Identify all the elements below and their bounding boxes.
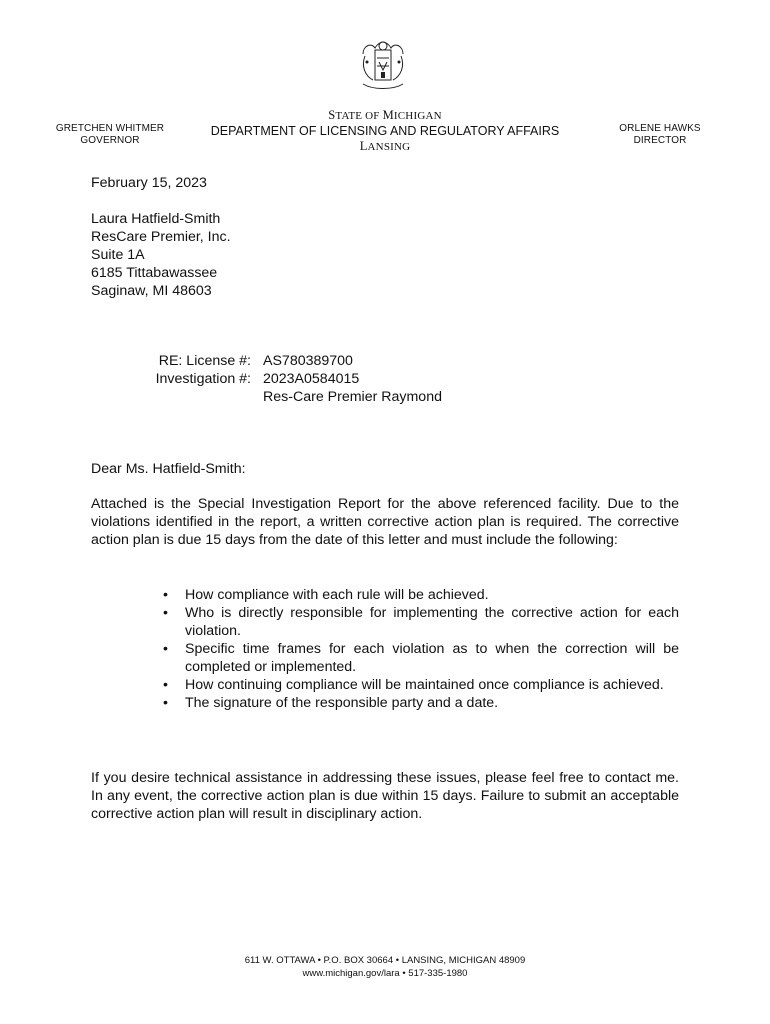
list-item: • Specific time frames for each violation as to when the correction will be completed or implemented.: [163, 640, 679, 676]
investigation-label: Investigation #:: [155, 371, 251, 387]
city-line: LANSING: [359, 139, 411, 153]
recipient-street: 6185 Tittabawassee: [91, 265, 218, 281]
recipient-name: Laura Hatfield-Smith: [91, 211, 221, 227]
director-block: [605, 123, 715, 147]
list-item: • The signature of the responsible party and a date.: [163, 694, 679, 712]
facility-name: Res-Care Premier Raymond: [263, 389, 442, 405]
footer-contact: www.michigan.gov/lara • 517-335-1980: [302, 968, 468, 979]
state-line: STATE OF MICHIGAN: [328, 108, 442, 122]
license-number: AS780389700: [263, 353, 353, 369]
letterhead-center: [190, 108, 580, 154]
body-paragraph-2: If you desire technical assistance in addressing these issues, please feel free to contact me. In any event, the corrective action plan is due within 15 days. Failure to submit an acceptable corrective action plan will result in disciplinary action.: [91, 770, 679, 822]
michigan-state-seal-icon: [355, 36, 411, 94]
investigation-number: 2023A0584015: [263, 371, 360, 387]
letter-footer: [150, 954, 620, 980]
salutation: Dear Ms. Hatfield-Smith:: [91, 461, 246, 477]
recipient-address: [91, 210, 231, 300]
list-item: • How continuing compliance will be maintained once compliance is achieved.: [163, 676, 679, 694]
letter-date: February 15, 2023: [91, 175, 207, 191]
director-title: DIRECTOR: [633, 135, 687, 146]
license-label: RE: License #:: [158, 353, 251, 369]
governor-block: [50, 123, 170, 147]
footer-address: 611 W. OTTAWA • P.O. BOX 30664 • LANSING, MICHIGAN 48909: [244, 955, 526, 966]
reference-labels: [91, 352, 251, 388]
requirements-list: [163, 586, 679, 712]
recipient-suite: Suite 1A: [91, 247, 145, 263]
body-paragraph-1: Attached is the Special Investigation Report for the above referenced facility. Due to the violations identified in the report, a written corrective action plan is required. The corrective action plan is due 15 days from the date of this letter and must include the following:: [91, 496, 679, 548]
governor-title: GOVERNOR: [80, 135, 140, 146]
recipient-city: Saginaw, MI 48603: [91, 283, 212, 299]
department-name: DEPARTMENT OF LICENSING AND REGULATORY AFFAIRS: [210, 124, 560, 138]
governor-name: GRETCHEN WHITMER: [55, 123, 165, 134]
list-item: • How compliance with each rule will be achieved.: [163, 586, 679, 604]
list-item: • Who is directly responsible for implementing the corrective action for each violation.: [163, 604, 679, 640]
reference-values: [263, 352, 442, 406]
recipient-company: ResCare Premier, Inc.: [91, 229, 231, 245]
director-name: ORLENE HAWKS: [619, 123, 701, 134]
